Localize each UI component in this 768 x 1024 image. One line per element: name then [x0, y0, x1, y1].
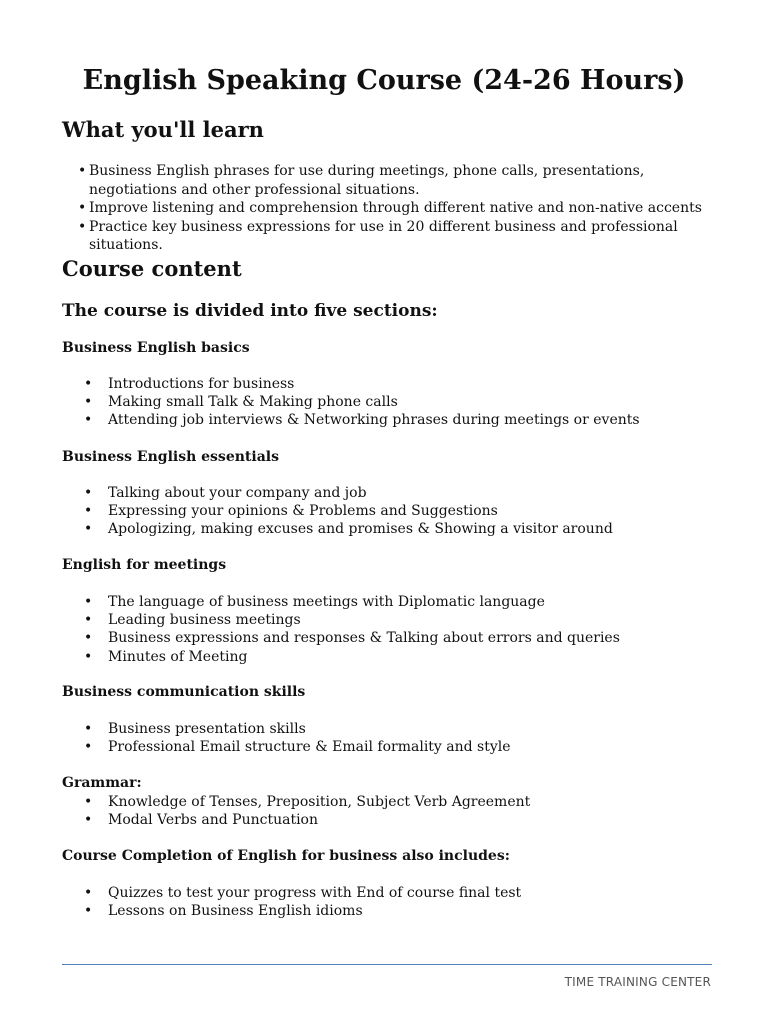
section-title-basics: Business English basics: [62, 340, 250, 356]
list-item: • Quizzes to test your progress with End of course final test: [84, 884, 724, 902]
list-item: • Attending job interviews & Networking phrases during meetings or events: [84, 411, 724, 429]
list-item: • Knowledge of Tenses, Preposition, Subject Verb Agreement: [84, 793, 724, 811]
list-item: • Introductions for business: [84, 375, 724, 393]
list-item: • The language of business meetings with Diplomatic language: [84, 593, 724, 611]
section-title-grammar: Grammar:: [62, 775, 142, 791]
sections-intro-heading: The course is divided into five sections:: [62, 301, 438, 321]
section-list-communication: [84, 720, 724, 756]
course-content-heading: Course content: [62, 256, 242, 281]
list-item: • Talking about your company and job: [84, 484, 724, 502]
list-item: • Expressing your opinions & Problems and Suggestions: [84, 502, 724, 520]
section-list-completion: [84, 884, 724, 920]
section-list-grammar: [84, 793, 724, 829]
list-item: • Leading business meetings: [84, 611, 724, 629]
section-list-basics: [84, 375, 724, 430]
list-item: • Minutes of Meeting: [84, 648, 724, 666]
footer-divider: [62, 964, 712, 965]
list-item: • Professional Email structure & Email formality and style: [84, 738, 724, 756]
footer-organization: TIME TRAINING CENTER: [564, 975, 711, 989]
section-list-meetings: [84, 593, 724, 666]
list-item: • Improve listening and comprehension through different native and non-native accents: [78, 199, 718, 218]
learn-list: [78, 162, 718, 255]
list-item: • Modal Verbs and Punctuation: [84, 811, 724, 829]
section-list-essentials: [84, 484, 724, 539]
learn-heading: What you'll learn: [62, 117, 264, 142]
section-title-communication: Business communication skills: [62, 684, 306, 700]
list-item: • Lessons on Business English idioms: [84, 902, 724, 920]
list-item: • Apologizing, making excuses and promises & Showing a visitor around: [84, 520, 724, 538]
list-item: • Business English phrases for use during meetings, phone calls, presentations, negotiations and other professional situations.: [78, 162, 718, 199]
page-title: English Speaking Course (24-26 Hours): [82, 65, 686, 96]
section-title-completion: Course Completion of English for business also includes:: [62, 848, 510, 864]
list-item: • Business expressions and responses & Talking about errors and queries: [84, 629, 724, 647]
section-title-meetings: English for meetings: [62, 557, 227, 573]
list-item: • Making small Talk & Making phone calls: [84, 393, 724, 411]
section-title-essentials: Business English essentials: [62, 449, 279, 465]
list-item: • Practice key business expressions for use in 20 different business and professional situations.: [78, 218, 718, 255]
list-item: • Business presentation skills: [84, 720, 724, 738]
